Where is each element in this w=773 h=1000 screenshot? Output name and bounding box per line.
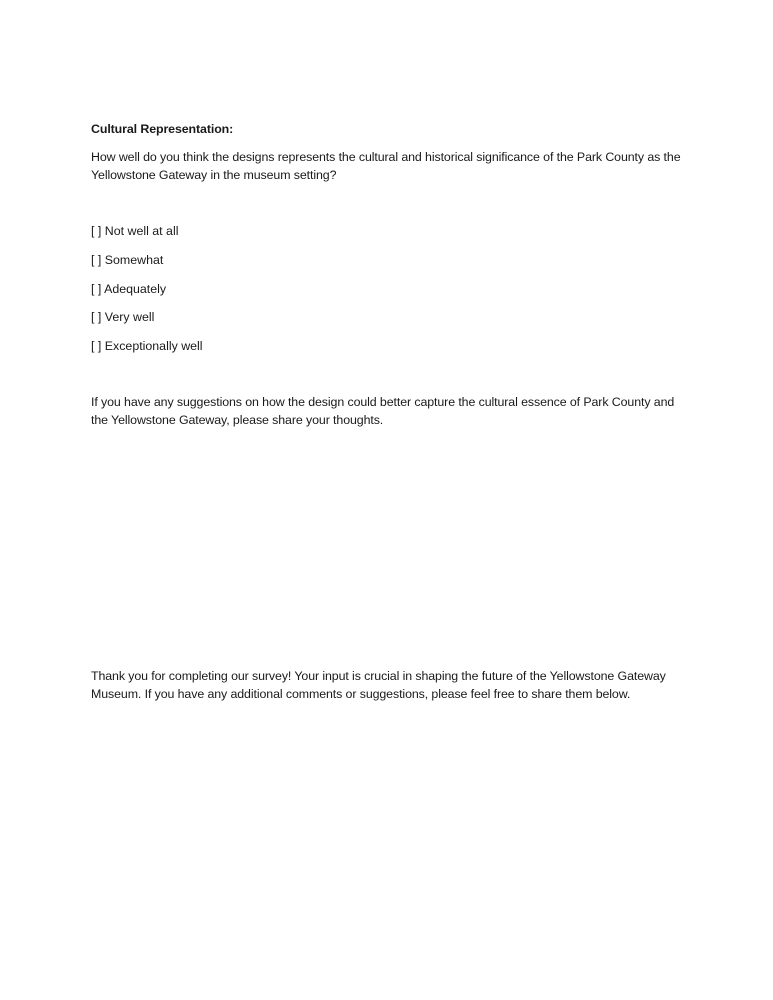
option-adequately: [ ] Adequately <box>91 282 167 296</box>
option-somewhat: [ ] Somewhat <box>91 253 164 267</box>
suggestion-prompt: If you have any suggestions on how the design could better capture the cultural essence of Park County and the Yellowstone Gateway, please share your thoughts. <box>91 395 675 427</box>
section-heading: Cultural Representation: <box>91 122 234 136</box>
option-not-well-at-all: [ ] Not well at all <box>91 224 179 238</box>
option-exceptionally-well: [ ] Exceptionally well <box>91 339 203 353</box>
question-text: How well do you think the designs represents the cultural and historical significance of the Park County as the Yellowstone Gateway in the museum setting? <box>91 150 681 182</box>
closing-thanks-text: Thank you for completing our survey! Your input is crucial in shaping the future of the Yellowstone Gateway Museum. If you have any additional comments or suggestions, please feel free to share them below. <box>91 669 666 701</box>
option-very-well: [ ] Very well <box>91 310 155 324</box>
